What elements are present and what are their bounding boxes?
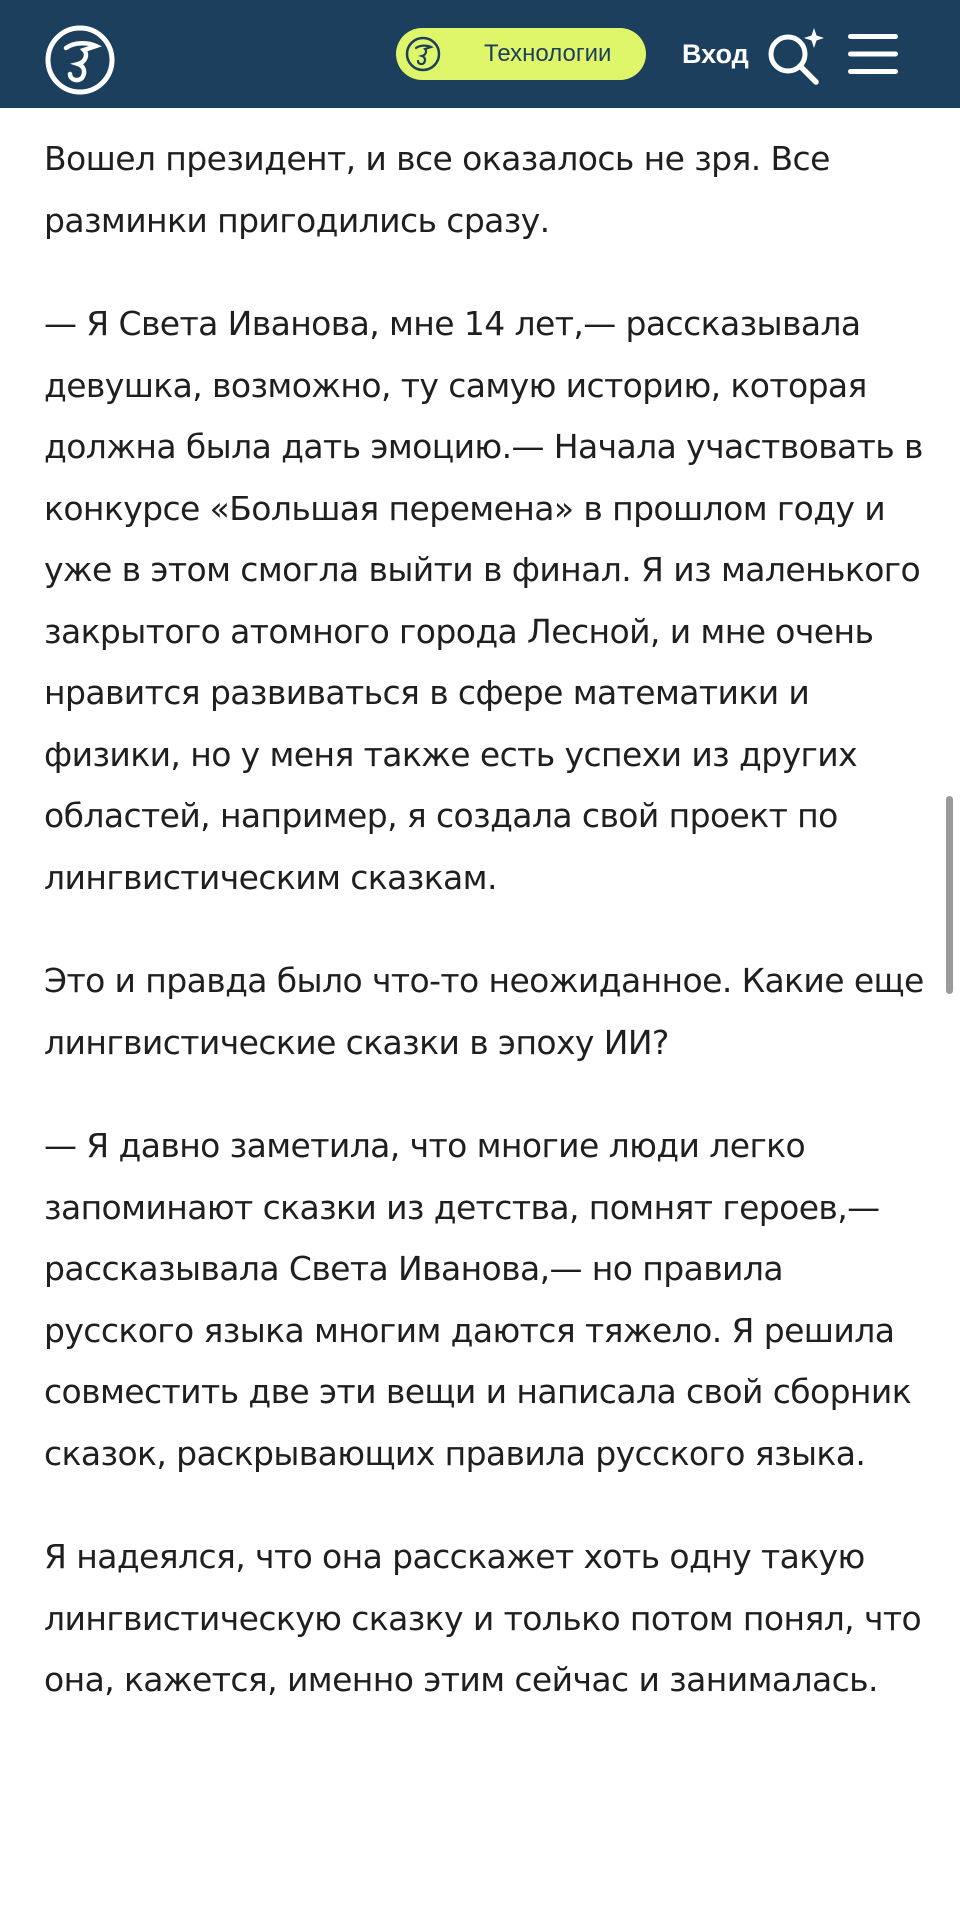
scrollbar-thumb[interactable]	[946, 796, 953, 994]
ai-search-sparkle-icon[interactable]	[764, 24, 828, 88]
article-paragraph: Я надеялся, что она расскажет хоть одну такую лингвистическую сказку и только потом понял, что она, кажется, именно этим сейчас и занималась.	[44, 1537, 922, 1699]
article-paragraph: Вошел президент, и все оказалось не зря. Все разминки пригодились сразу.	[44, 139, 830, 240]
publication-logo-icon[interactable]	[44, 24, 116, 96]
article-paragraph: Это и правда было что-то неожиданное. Какие еще лингвистические сказки в эпоху ИИ?	[44, 961, 924, 1062]
article-paragraph: — Я Света Иванова, мне 14 лет,— рассказывала девушка, возможно, ту самую историю, которая должна была дать эмоцию.— Начала участвовать в конкурсе «Большая перемена» в прошлом году и уже в этом смогла выйти в финал. Я из маленького закрытого атомного города Лесной, и мне очень нравится развиваться в сфере математики и физики, но у меня также есть успехи из других областей, например, я создала свой проект по лингвистическим сказкам.	[44, 304, 923, 897]
site-header	[0, 0, 960, 108]
article-paragraph: — Я давно заметила, что многие люди легко запоминают сказки из детства, помнят героев,— рассказывала Света Иванова,— но правила русского языка многим даются тяжело. Я решила совместить две эти вещи и написала свой сборник сказок, раскрывающих правила русского языка.	[44, 1126, 912, 1473]
section-pill-button[interactable]	[396, 28, 646, 80]
login-button[interactable]: Вход	[682, 39, 749, 69]
publication-logo-small-icon	[404, 35, 442, 73]
article-body	[44, 128, 924, 1753]
hamburger-menu-icon[interactable]	[846, 28, 900, 80]
section-label: Технологии	[484, 40, 612, 67]
